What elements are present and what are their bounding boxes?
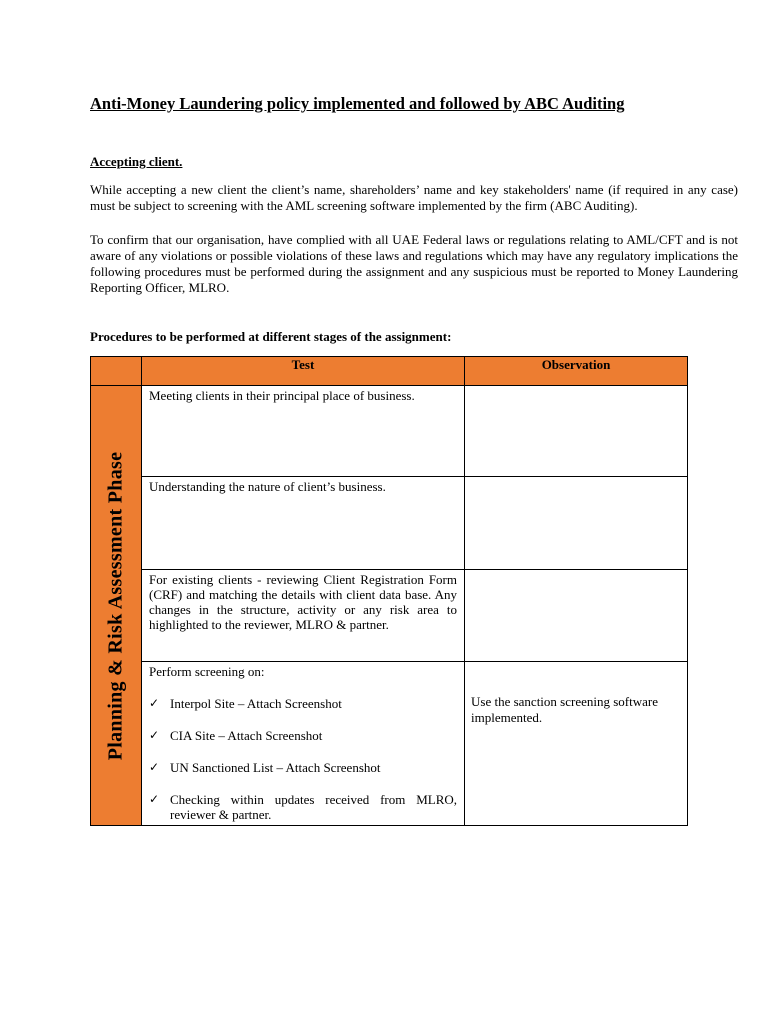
observation-cell xyxy=(465,570,688,662)
header-test: Test xyxy=(142,357,465,386)
test-cell: Understanding the nature of client’s business. xyxy=(142,477,465,570)
screening-intro: Perform screening on: xyxy=(149,664,265,679)
list-item-label: UN Sanctioned List – Attach Screenshot xyxy=(170,760,381,775)
observation-cell xyxy=(465,386,688,477)
table-row xyxy=(91,662,688,826)
screening-checklist xyxy=(149,696,457,822)
table-row xyxy=(91,570,688,662)
header-phase-blank xyxy=(91,357,142,386)
procedures-heading: Procedures to be performed at different stages of the assignment: xyxy=(90,329,452,344)
list-item-label: Checking within updates received from MLRO, reviewer & partner. xyxy=(170,792,457,822)
checkmark-icon: ✓ xyxy=(149,760,160,774)
paragraph-screening-requirement: While accepting a new client the client’s name, shareholders’ name and key stakeholders' name (if required in any case) must be subject to screening with the AML screening software implemented by the firm (ABC Auditing). xyxy=(90,182,738,213)
list-item xyxy=(149,792,457,822)
test-cell: For existing clients - reviewing Client Registration Form (CRF) and matching the details with client data base. Any changes in the structure, activity or any risk area to highlighted to the reviewer, MLRO & partner. xyxy=(142,570,465,662)
checkmark-icon: ✓ xyxy=(149,792,160,806)
checkmark-icon: ✓ xyxy=(149,696,160,710)
list-item xyxy=(149,696,457,711)
list-item-label: CIA Site – Attach Screenshot xyxy=(170,728,323,743)
list-item xyxy=(149,728,457,743)
checkmark-icon: ✓ xyxy=(149,728,160,742)
paragraph-compliance: To confirm that our organisation, have complied with all UAE Federal laws or regulations relating to AML/CFT and is not aware of any violations or possible violations of these laws and regulations which may have any regulatory implications the following procedures must be performed during the assignment and any suspicious must be reported to Money Laundering Reporting Officer, MLRO. xyxy=(90,232,738,295)
list-item xyxy=(149,760,457,775)
procedures-table xyxy=(90,356,688,826)
test-cell: Meeting clients in their principal place of business. xyxy=(142,386,465,477)
header-observation: Observation xyxy=(465,357,688,386)
table-header-row xyxy=(91,357,688,386)
screening-test-cell xyxy=(142,662,465,826)
document-title: Anti-Money Laundering policy implemented and followed by ABC Auditing xyxy=(90,94,625,113)
observation-cell xyxy=(465,477,688,570)
screening-observation-cell: Use the sanction screening software implemented. xyxy=(465,662,688,826)
phase-label: Planning & Risk Assessment Phase xyxy=(104,451,127,760)
phase-cell xyxy=(91,386,142,826)
section-heading-accepting-client: Accepting client. xyxy=(90,154,183,169)
table-row xyxy=(91,477,688,570)
list-item-label: Interpol Site – Attach Screenshot xyxy=(170,696,342,711)
table-row xyxy=(91,386,688,477)
